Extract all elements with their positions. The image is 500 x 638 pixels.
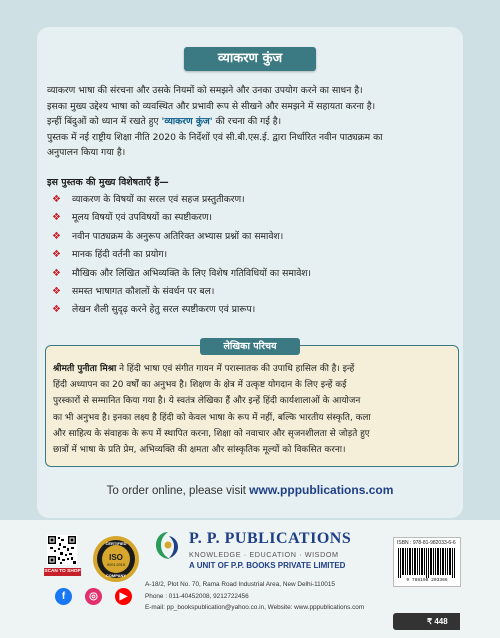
intro-line: अनुपालन किया गया है। — [47, 147, 126, 159]
intro-line: पुस्तक में नई राष्ट्रीय शिक्षा नीति 2020 के निर्देशों एवं सी.बी.एस.ई. द्वारा निर्धारित नवीन पाठ्यक्रम का — [47, 131, 383, 143]
features-list — [52, 191, 311, 320]
list-item: ❖ मानक हिंदी वर्तनी का प्रयोग। — [52, 246, 311, 264]
list-item: ❖ समस्त भाषागत कौशलों के संवर्धन पर बल। — [52, 283, 311, 301]
isbn-digits: 9 788198 203366 — [406, 578, 448, 583]
list-item: ❖ मौखिक और लिखित अभिव्यक्ति के लिए विशेष गतिविधियों का समावेश। — [52, 265, 311, 283]
author-line: श्रीमती पुनीता मिश्रा ने हिंदी भाषा एवं संगीत गायन में परास्नातक की उपाधि हासिल की है। इन्हें — [53, 364, 355, 374]
author-bio — [53, 361, 450, 458]
author-heading: लेखिका परिचय — [200, 338, 300, 355]
address-line: A-18/2, Plot No. 70, Rama Road Industrial Area, New Delhi-110015 — [145, 581, 335, 588]
list-item: ❖ मूलय विषयों एवं उपविषयों का स्पष्टीकरण। — [52, 209, 311, 227]
order-online: To order online, please visit www.pppublications.com — [106, 483, 394, 497]
phone-line: Phone : 011-40452008, 9212722456 — [145, 592, 249, 600]
list-item: ❖ लेखन शैली सुदृढ़ करने हेतु सरल स्पष्टीकरण एवं प्रारूप। — [52, 301, 311, 319]
book-title-badge: व्याकरण कुंज — [184, 47, 316, 71]
author-name: श्रीमती पुनीता मिश्रा — [53, 364, 117, 374]
publisher-tagline: KNOWLEDGE · EDUCATION · WISDOM — [189, 550, 339, 559]
author-line: हिंदी अध्यापन का 20 वर्षों का अनुभव है। शिक्षण के क्षेत्र में उत्कृष्ट योगदान के लिए इन्हें कई — [53, 380, 347, 391]
author-line: पुरस्कारों से सम्मानित किया गया है। ये स्वतंत्र लेखिका हैं और इन्हें हिंदी कार्यशालाओं के आयोजन — [53, 396, 361, 407]
bullet-icon: ❖ — [52, 285, 61, 297]
list-item: ❖ व्याकरण के विषयों का सरल एवं सहज प्रस्तुतीकरण। — [52, 191, 311, 209]
author-line: और साहित्य के संवाहक के रूप में स्थापित करना, शिक्षा को नवाचार और सृजनशीलता से जोड़ते हुए — [53, 428, 370, 439]
iso-certified-badge-icon — [92, 535, 140, 583]
bullet-icon: ❖ — [52, 230, 61, 242]
publisher-name: P. P. PUBLICATIONS — [189, 530, 352, 547]
iso-badge-bottom: COMPANY — [105, 573, 127, 578]
facebook-icon[interactable]: f — [55, 588, 72, 605]
intro-line: इन्हीं बिंदुओं को ध्यान में रखते हुए 'व्याकरण कुंज' की रचना की गई है। — [47, 116, 282, 128]
instagram-icon[interactable]: ◎ — [85, 588, 102, 605]
author-line: छात्रों में भाषा के प्रति प्रेम, अभिव्यक्ति की क्षमता और सांस्कृतिक मूल्यों को विकसित करना। — [53, 445, 346, 456]
list-item: ❖ नवीन पाठ्यक्रम के अनुरूप अतिरिक्त अभ्यास प्रश्नों का समावेश। — [52, 228, 311, 246]
author-line: का भी अनुभव है। इनका लक्ष्य है हिंदी को केवल भाषा के रूप में नहीं, बल्कि भारतीय संस्कृति, कला — [53, 412, 371, 423]
intro-text — [47, 83, 453, 161]
price-tag: ₹ 448 — [393, 613, 460, 630]
bullet-icon: ❖ — [52, 267, 61, 279]
bullet-icon: ❖ — [52, 194, 61, 205]
bullet-icon: ❖ — [52, 212, 61, 224]
book-title-highlight: 'व्याकरण कुंज' — [161, 116, 213, 128]
scan-to-shop-label: SCAN TO SHOP — [44, 569, 81, 574]
publisher-address — [145, 579, 395, 614]
bullet-icon: ❖ — [52, 249, 61, 261]
iso-badge-top: CERTIFIED — [105, 541, 127, 546]
youtube-icon[interactable]: ▶ — [115, 588, 132, 605]
qr-code-icon[interactable] — [47, 535, 77, 565]
publisher-unit: A UNIT OF P.P. BOOKS PRIVATE LIMITED — [189, 561, 346, 570]
email-line: E-mail: pp_bookspublication@yahoo.co.in, Website: www.pppublications.com — [145, 604, 365, 611]
iso-badge-number: 9001:2015 — [107, 563, 125, 567]
intro-line: इसका मुख्य उद्देश्य भाषा को व्यवस्थित और प्रभावी रूप से सीखने और समझने में सहायता करना है। — [47, 100, 376, 112]
publisher-logo-icon — [153, 530, 183, 562]
bullet-icon: ❖ — [52, 304, 61, 316]
features-heading: इस पुस्तक की मुख्य विशेषताएँ हैं— — [47, 177, 169, 188]
barcode-icon — [398, 548, 456, 578]
isbn-label: ISBN : 978-81-982033-6-6 — [397, 540, 456, 546]
iso-badge-middle: ISO — [109, 553, 123, 562]
website-link[interactable]: www.pppublications.com — [249, 483, 394, 497]
isbn-barcode-box — [393, 537, 461, 587]
intro-line: व्याकरण भाषा की संरचना और उसके नियमों को समझने और उनका उपयोग करने का साधन है। — [47, 85, 363, 96]
